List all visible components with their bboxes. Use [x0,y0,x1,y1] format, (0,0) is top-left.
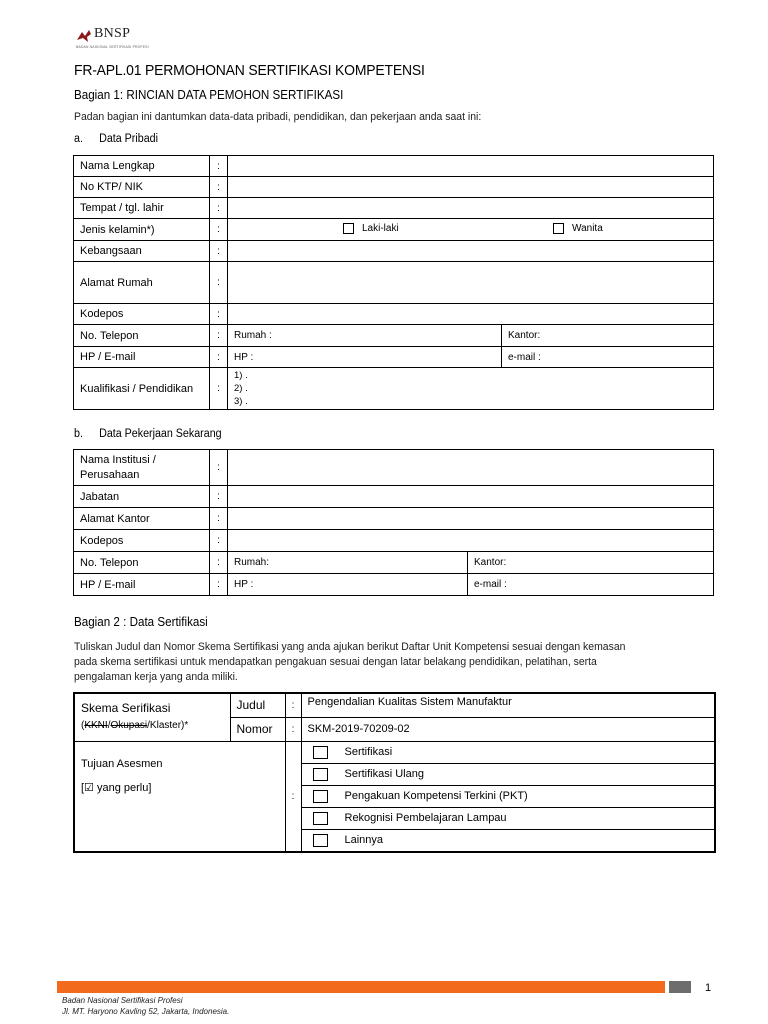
section-a-letter: a. [74,133,83,145]
section-a-label: Data Pribadi [99,133,158,145]
table-row [74,241,714,262]
table-row [74,262,714,304]
field-label: No. Telepon [74,552,210,574]
part2-para-1: Tuliskan Judul dan Nomor Skema Sertifikasi yang anda ajukan berikut Daftar Unit Kompetensi sesuai dengan kemasan [74,641,626,653]
checkbox-pkt[interactable] [313,790,328,803]
colon: : [210,347,228,368]
colon: : [210,177,228,198]
email-cell[interactable]: e-mail : [502,347,714,368]
telp-kantor-cell[interactable]: Kantor: [502,325,714,347]
colon: : [285,741,301,852]
personal-data-table [73,155,714,410]
judul-value[interactable]: Pengendalian Kualitas Sistem Manufaktur [301,693,715,717]
table-row [74,486,714,508]
ktp-input-cell[interactable] [228,177,714,198]
gender-male-option[interactable]: Laki-laki [343,223,399,234]
colon: : [210,262,228,304]
bnsp-bird-icon [76,28,92,44]
table-row [74,347,714,368]
table-row [74,368,714,410]
option-sertifikasi-ulang[interactable]: Sertifikasi Ulang [302,764,715,786]
footer-orange-bar [57,981,665,993]
table-row [74,304,714,325]
tujuan-label: Tujuan Asesmen [81,757,163,770]
alamat-kantor-input-cell[interactable] [228,508,714,530]
logo-brand: BNSP [94,26,131,41]
colon: : [210,156,228,177]
kualifikasi-1: 1) . [234,370,248,381]
hp-cell[interactable]: HP : [228,347,502,368]
colon: : [285,693,301,717]
work-telp-rumah-cell[interactable]: Rumah: [228,552,468,574]
colon: : [210,198,228,219]
field-label: Jenis kelamin*) [74,219,210,241]
table-row [74,450,714,486]
checkbox-female[interactable] [553,223,564,234]
field-label: Kebangsaan [74,241,210,262]
checkbox-rpl[interactable] [313,812,328,825]
kualifikasi-3: 3) . [234,396,248,407]
table-row [74,574,714,596]
work-data-table [73,449,714,596]
part2-para-2: pada skema sertifikasi untuk mendapatkan pengakuan sesuai dengan latar belakang pendidikan, pelatihan, serta [74,656,597,668]
alamat-input-cell[interactable] [228,262,714,304]
footer-gray-box [669,981,691,993]
gender-female-option[interactable]: Wanita [553,223,603,234]
table-row [74,693,715,717]
section-b-title [74,428,222,440]
table-row [74,508,714,530]
nama-input-cell[interactable] [228,156,714,177]
institusi-input-cell[interactable] [228,450,714,486]
field-label: No KTP/ NIK [74,177,210,198]
footer-address: Jl. MT. Haryono Kavling 52, Jakarta, Indonesia. [62,1007,230,1016]
skema-label-cell [74,693,230,741]
telp-rumah-cell[interactable]: Rumah : [228,325,502,347]
table-row [74,177,714,198]
gender-cell [228,219,714,241]
tujuan-label-cell [74,741,285,852]
page-number: 1 [705,982,712,994]
kodepos-kantor-input-cell[interactable] [228,530,714,552]
colon: : [285,717,301,741]
colon: : [210,241,228,262]
colon: : [210,450,228,486]
colon: : [210,574,228,596]
skema-note: (KKNI/Okupasi/Klaster)* [81,720,189,732]
field-label: Tempat / tgl. lahir [74,198,210,219]
table-row [74,741,715,852]
part2-heading: Bagian 2 : Data Sertifikasi [74,615,208,629]
checkbox-sertifikasi[interactable] [313,746,328,759]
colon: : [210,219,228,241]
field-label: Nama Lengkap [74,156,210,177]
table-row [74,325,714,347]
kodepos-input-cell[interactable] [228,304,714,325]
field-label: Kualifikasi / Pendidikan [74,368,210,410]
colon: : [210,530,228,552]
part1-heading: Bagian 1: RINCIAN DATA PEMOHON SERTIFIKASI [74,88,344,102]
field-label: Alamat Rumah [74,262,210,304]
form-title: FR-APL.01 PERMOHONAN SERTIFIKASI KOMPETENSI [74,62,425,79]
colon: : [210,486,228,508]
section-b-letter: b. [74,428,83,440]
table-row [74,156,714,177]
option-pkt[interactable]: Pengakuan Kompetensi Terkini (PKT) [302,786,715,808]
colon: : [210,368,228,410]
colon: : [210,552,228,574]
checkbox-sertifikasi-ulang[interactable] [313,768,328,781]
colon: : [210,304,228,325]
field-label: Jabatan [74,486,210,508]
bnsp-logo [76,26,149,52]
checkbox-lainnya[interactable] [313,834,328,847]
section-b-label: Data Pekerjaan Sekarang [99,428,222,440]
footer-org-name: Badan Nasional Sertifikasi Profesi [62,996,183,1005]
colon: : [210,508,228,530]
work-hp-cell[interactable]: HP : [228,574,468,596]
colon: : [210,325,228,347]
kualifikasi-cell[interactable] [228,368,714,410]
table-row [74,552,714,574]
table-row [74,198,714,219]
checkbox-male[interactable] [343,223,354,234]
field-label: HP / E-mail [74,347,210,368]
option-sertifikasi[interactable]: Sertifikasi [302,742,715,764]
skema-label: Skema Serifikasi [81,701,171,716]
judul-label: Judul [230,693,285,717]
bangsa-input-cell[interactable] [228,241,714,262]
tujuan-options-cell [301,741,715,852]
field-label: Alamat Kantor [74,508,210,530]
field-label: Kodepos [74,530,210,552]
jabatan-input-cell[interactable] [228,486,714,508]
ttl-input-cell[interactable] [228,198,714,219]
nomor-label: Nomor [230,717,285,741]
part2-para-3: pengalaman kerja yang anda miliki. [74,671,238,683]
table-row [74,219,714,241]
work-email-cell[interactable]: e-mail : [468,574,714,596]
field-label: Nama Institusi / Perusahaan [74,450,210,486]
work-telp-kantor-cell[interactable]: Kantor: [468,552,714,574]
section-a-title [74,133,158,145]
field-label: No. Telepon [74,325,210,347]
kualifikasi-2: 2) . [234,383,248,394]
tujuan-note: [☑ yang perlu] [81,781,152,794]
logo-subtitle: BADAN NASIONAL SERTIFIKASI PROFESI [76,45,149,49]
part1-intro: Padan bagian ini dantumkan data-data pribadi, pendidikan, dan pekerjaan anda saat ini: [74,111,482,123]
field-label: Kodepos [74,304,210,325]
field-label: HP / E-mail [74,574,210,596]
table-row [74,530,714,552]
certification-table [73,692,716,853]
option-lainnya[interactable]: Lainnya [302,830,715,851]
nomor-value[interactable]: SKM-2019-70209-02 [301,717,715,741]
option-rpl[interactable]: Rekognisi Pembelajaran Lampau [302,808,715,830]
